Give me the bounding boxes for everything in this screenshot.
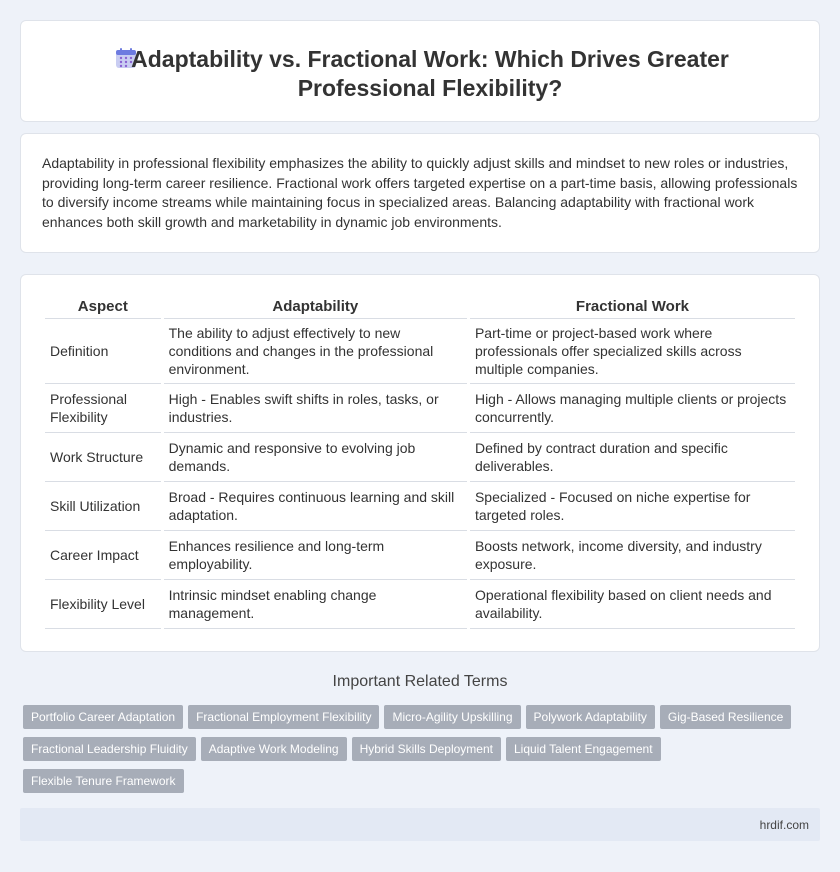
row-adaptability: The ability to adjust effectively to new conditions and changes in the professional environment. bbox=[164, 319, 467, 384]
related-term-tag[interactable]: Gig-Based Resilience bbox=[660, 705, 791, 729]
row-aspect: Flexibility Level bbox=[45, 580, 161, 629]
row-fractional-work: Part-time or project-based work where professionals offer specialized skills across multiple companies. bbox=[470, 319, 795, 384]
table-row bbox=[45, 384, 795, 433]
header-fractional-work: Fractional Work bbox=[470, 293, 795, 319]
related-terms-list bbox=[23, 705, 813, 801]
row-adaptability: Intrinsic mindset enabling change management. bbox=[164, 580, 467, 629]
table-row bbox=[45, 433, 795, 482]
table-header-row bbox=[45, 293, 795, 319]
row-fractional-work: Boosts network, income diversity, and industry exposure. bbox=[470, 531, 795, 580]
comparison-table bbox=[42, 293, 798, 629]
related-term-tag[interactable]: Portfolio Career Adaptation bbox=[23, 705, 183, 729]
row-aspect: Work Structure bbox=[45, 433, 161, 482]
table-row bbox=[45, 482, 795, 531]
title-card bbox=[20, 20, 820, 122]
row-aspect: Definition bbox=[45, 319, 161, 384]
page-title: Adaptability vs. Fractional Work: Which Drives Greater Professional Flexibility? bbox=[131, 46, 729, 101]
row-aspect: Skill Utilization bbox=[45, 482, 161, 531]
related-term-tag[interactable]: Liquid Talent Engagement bbox=[506, 737, 661, 761]
related-term-tag[interactable]: Flexible Tenure Framework bbox=[23, 769, 184, 793]
row-adaptability: Dynamic and responsive to evolving job demands. bbox=[164, 433, 467, 482]
row-fractional-work: High - Allows managing multiple clients or projects concurrently. bbox=[470, 384, 795, 433]
related-term-tag[interactable]: Adaptive Work Modeling bbox=[201, 737, 347, 761]
footer-site[interactable]: hrdif.com bbox=[759, 818, 809, 832]
table-row bbox=[45, 319, 795, 384]
footer bbox=[20, 808, 820, 841]
header-aspect: Aspect bbox=[45, 293, 161, 319]
table-row bbox=[45, 580, 795, 629]
intro-card bbox=[20, 133, 820, 253]
row-fractional-work: Defined by contract duration and specific deliverables. bbox=[470, 433, 795, 482]
row-adaptability: High - Enables swift shifts in roles, tasks, or industries. bbox=[164, 384, 467, 433]
related-term-tag[interactable]: Fractional Employment Flexibility bbox=[188, 705, 379, 729]
table-row bbox=[45, 531, 795, 580]
row-fractional-work: Operational flexibility based on client needs and availability. bbox=[470, 580, 795, 629]
related-terms-heading: Important Related Terms bbox=[332, 673, 508, 690]
intro-paragraph: Adaptability in professional flexibility emphasizes the ability to quickly adjust skills and mindset to new roles or industries, providing long-term career resilience. Fractional work offers targeted expertise on a part-time basis, allowing professionals to diversify income streams while maintaining focus in specialized areas. Balancing adaptability with fractional work enhances both skill growth and marketability in dynamic job environments. bbox=[42, 155, 798, 230]
row-aspect: Career Impact bbox=[45, 531, 161, 580]
row-adaptability: Broad - Requires continuous learning and skill adaptation. bbox=[164, 482, 467, 531]
row-aspect: Professional Flexibility bbox=[45, 384, 161, 433]
related-term-tag[interactable]: Micro-Agility Upskilling bbox=[384, 705, 520, 729]
related-term-tag[interactable]: Fractional Leadership Fluidity bbox=[23, 737, 196, 761]
row-fractional-work: Specialized - Focused on niche expertise for targeted roles. bbox=[470, 482, 795, 531]
header-adaptability: Adaptability bbox=[164, 293, 467, 319]
comparison-card bbox=[20, 274, 820, 652]
related-term-tag[interactable]: Polywork Adaptability bbox=[526, 705, 655, 729]
related-term-tag[interactable]: Hybrid Skills Deployment bbox=[352, 737, 501, 761]
row-adaptability: Enhances resilience and long-term employability. bbox=[164, 531, 467, 580]
